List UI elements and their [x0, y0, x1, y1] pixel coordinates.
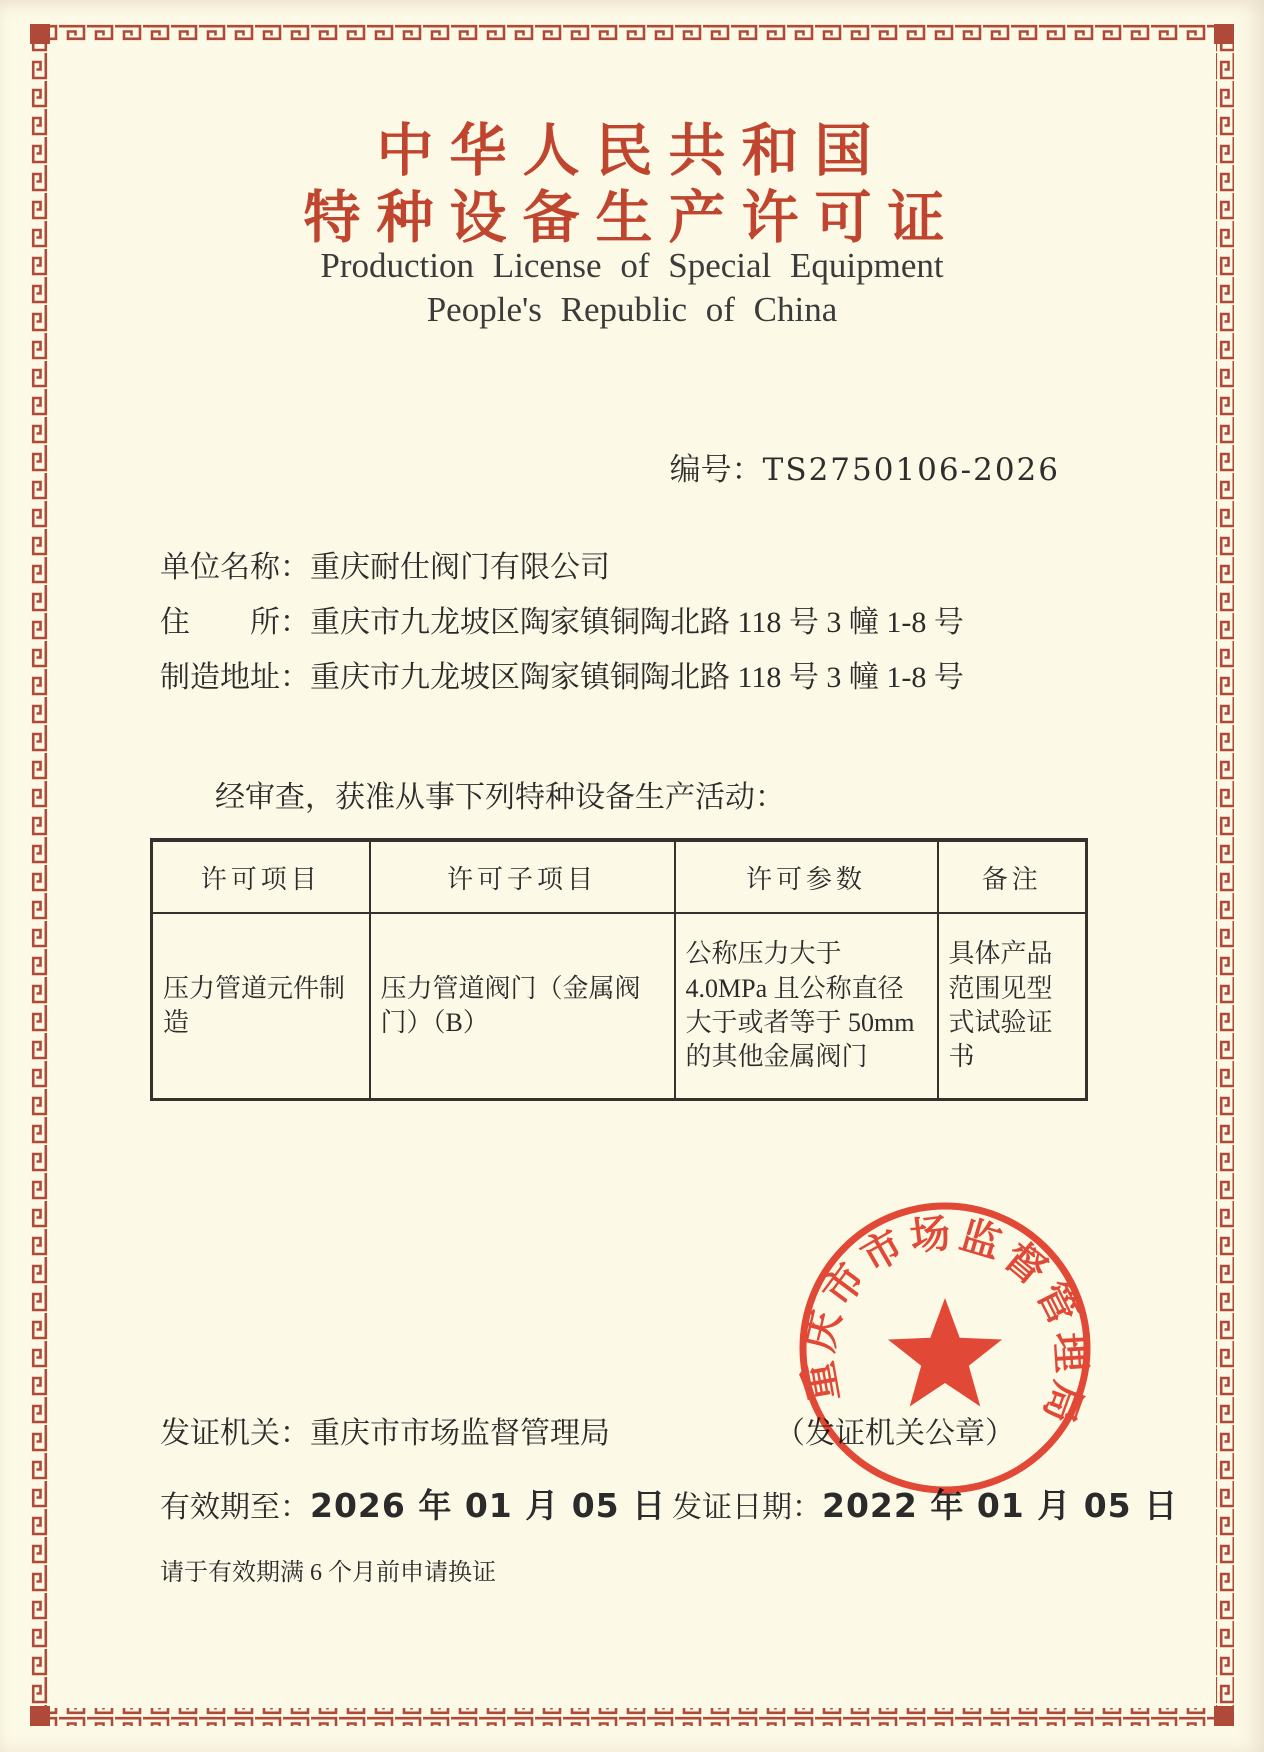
issuing-authority-value: 重庆市市场监督管理局: [310, 1417, 610, 1450]
field-company-name: [160, 542, 610, 586]
seal-text: 重庆市市场监督管理局: [796, 1211, 1093, 1429]
cell-permit-parameter: 公称压力大于 4.0MPa 且公称直径大于或者等于 50mm 的其他金属阀门: [675, 913, 938, 1100]
intro-sentence: 经审查，获准从事下列特种设备生产活动：: [215, 781, 785, 814]
field-address-value: 重庆市九龙坡区陶家镇铜陶北路 118 号 3 幢 1-8 号: [310, 606, 964, 639]
issue-date-value: 2022 年 01 月 05 日: [822, 1486, 1179, 1525]
license-number-label: 编号：: [669, 452, 763, 487]
field-address-label: 住 所：: [160, 606, 310, 639]
col-header-permit-subitem: 许可子项目: [370, 840, 675, 913]
col-header-permit-parameter: 许可参数: [675, 840, 938, 913]
title-cn-line2: 特种设备生产许可证: [303, 186, 961, 250]
license-table: [150, 838, 1088, 1101]
official-seal: [785, 1180, 1115, 1510]
valid-until-label: 有效期至：: [160, 1491, 310, 1524]
field-manufacture-address-label: 制造地址：: [160, 661, 310, 694]
valid-until-value: 2026 年 01 月 05 日: [310, 1486, 667, 1525]
seal-star-icon: [888, 1298, 1002, 1407]
title-en-line1: Production License of Special Equipment: [320, 246, 944, 285]
issue-date-label: 发证日期：: [672, 1491, 822, 1524]
field-address: [160, 597, 964, 641]
license-number-value: TS2750106-2026: [762, 452, 1060, 488]
field-manufacture-address-value: 重庆市九龙坡区陶家镇铜陶北路 118 号 3 幢 1-8 号: [310, 661, 964, 694]
license-table-row: [152, 913, 1087, 1100]
issuing-authority: [160, 1408, 610, 1452]
valid-until: [160, 1480, 666, 1527]
cell-remarks: 具体产品范围见型式试验证书: [938, 913, 1087, 1100]
field-company-name-label: 单位名称：: [160, 551, 310, 584]
col-header-permit-item: 许可项目: [152, 840, 370, 913]
col-header-remarks: 备注: [938, 840, 1087, 913]
field-manufacture-address: [160, 652, 964, 696]
title-cn-line1: 中华人民共和国: [376, 119, 888, 183]
renewal-note: 请于有效期满 6 个月前申请换证: [160, 1560, 496, 1586]
license-number: [0, 444, 1060, 489]
license-table-header-row: [152, 840, 1087, 913]
title-en-line2: People's Republic of China: [426, 290, 838, 329]
cell-permit-item: 压力管道元件制造: [152, 913, 370, 1100]
cell-permit-subitem: 压力管道阀门（金属阀门）（B）: [370, 913, 675, 1100]
issuing-authority-label: 发证机关：: [160, 1417, 310, 1450]
seal-note: （发证机关公章）: [775, 1417, 1015, 1450]
field-company-name-value: 重庆耐仕阀门有限公司: [310, 551, 610, 584]
